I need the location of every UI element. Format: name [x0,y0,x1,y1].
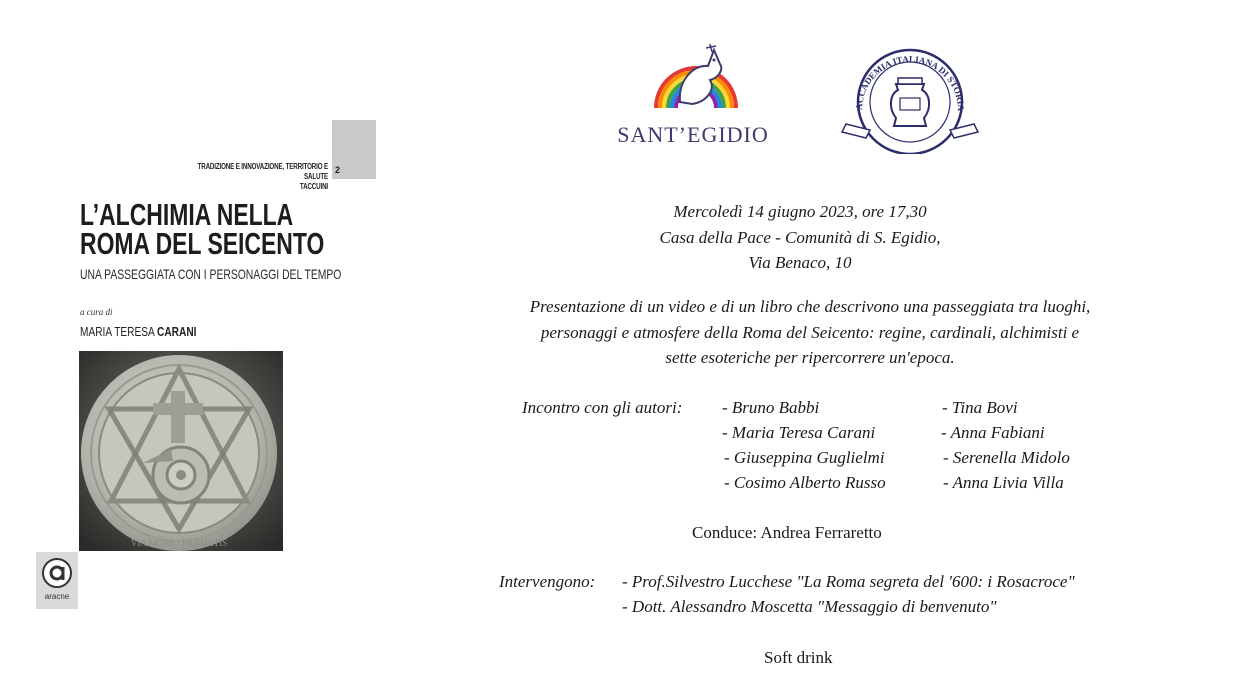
interventions-label: Intervengono: [499,572,596,591]
book-cover [36,120,376,610]
author-name: - Tina Bovi [942,398,1018,417]
description-line: sette esoteriche per ripercorrere un'epoca. [665,348,955,367]
academy-logo [826,38,994,154]
series-number: 2 [335,165,341,175]
event-date: Mercoledì 14 giugno 2023, ore 17,30 [673,202,927,221]
dove-rainbow-icon [598,40,788,120]
author-name: - Anna Fabiani [941,423,1045,442]
series-text [188,162,328,192]
closing-note: Soft drink [764,648,833,667]
svg-text:VIA MONS · HERMETIS: VIA MONS · HERMETIS [130,538,228,548]
description-line: Presentazione di un video e di un libro che descrivono una passeggiata tra luoghi, [529,297,1091,316]
authors-label: Incontro con gli autori: [522,398,683,417]
editor-last-name: CARANI [157,324,197,339]
pharmacy-jar-icon [826,38,994,154]
author-name: - Bruno Babbi [722,398,820,417]
publisher-name: aracne [44,592,70,601]
intervention-item: - Prof.Silvestro Lucchese "La Roma segreta del '600: i Rosacroce" [622,572,1075,591]
santegidio-name: SANT’EGIDIO [617,122,769,147]
book-title-line-1: L’ALCHIMIA NELLA [80,197,294,232]
santegidio-logo [598,40,788,152]
intervention-item: - Dott. Alessandro Moscetta "Messaggio di benvenuto" [622,597,997,616]
publisher-logo [36,552,78,609]
editor-label: a cura di [80,307,113,317]
description-line: personaggi e atmosfere della Roma del Seicento: regine, cardinali, alchimisti e [540,323,1080,342]
author-name: - Giuseppina Guglielmi [724,448,885,467]
academy-seal-text: ACCADEMIA ITALIANA DI STORIA [853,53,967,111]
author-name: - Serenella Midolo [943,448,1070,467]
author-name: - Maria Teresa Carani [722,423,876,442]
stone-relief-image [79,351,283,551]
editor-first-name: MARIA TERESA [80,324,155,339]
author-name: - Cosimo Alberto Russo [724,473,886,492]
book-title [80,197,325,261]
book-title-line-2: ROMA DEL SEICENTO [80,226,325,261]
event-place: Casa della Pace - Comunità di S. Egidio, [659,228,941,247]
series-line-2: TACCUINI [299,182,328,191]
series-line-1: TRADIZIONE E INNOVAZIONE, TERRITORIO E SALUTE [197,162,328,181]
editor-name [80,324,196,339]
moderator: Conduce: Andrea Ferraretto [692,523,882,542]
book-subtitle: UNA PASSEGGIATA CON I PERSONAGGI DEL TEMPO [80,266,342,282]
author-name: - Anna Livia Villa [943,473,1064,492]
event-address: Via Benaco, 10 [748,253,852,272]
aracne-logo-icon [42,558,72,588]
